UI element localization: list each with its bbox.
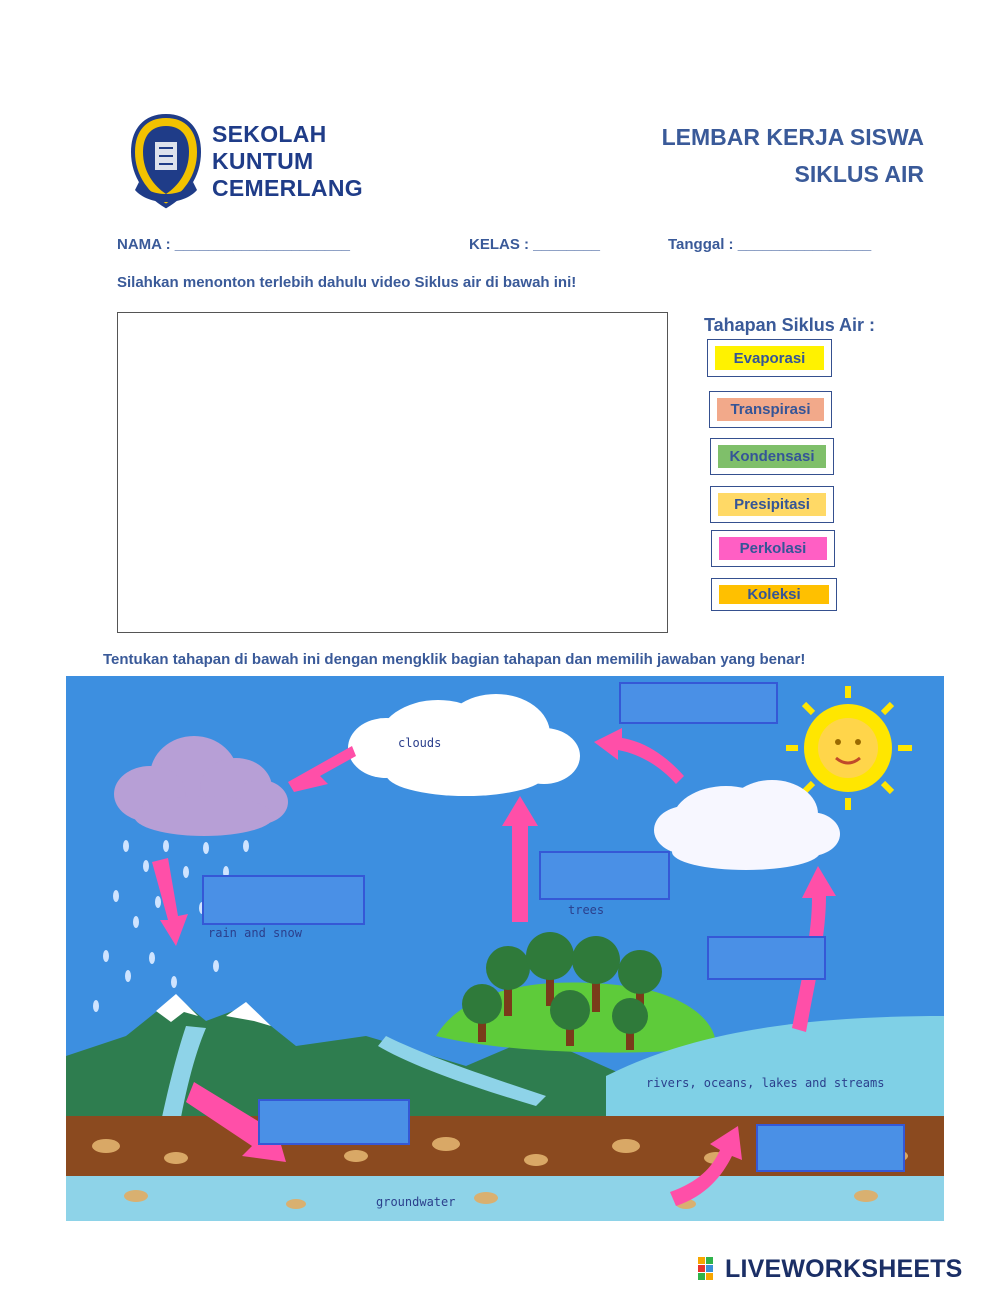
stage-label: Evaporasi	[715, 346, 824, 370]
answer-box-kondensasi[interactable]	[619, 682, 778, 724]
answer-box-koleksi[interactable]	[756, 1124, 905, 1172]
diagram-instruction: Tentukan tahapan di bawah ini dengan mengklik bagian tahapan dan memilih jawaban yang benar!	[103, 651, 806, 668]
stage-evaporasi[interactable]	[707, 339, 832, 377]
stages-title: Tahapan Siklus Air :	[704, 315, 876, 335]
answer-box-presipitasi[interactable]	[202, 875, 365, 925]
stage-perkolasi[interactable]	[711, 530, 835, 567]
video-player[interactable]	[117, 312, 668, 633]
kelas-field[interactable]: KELAS : ________	[469, 236, 600, 253]
liveworksheets-logo-icon	[698, 1257, 722, 1281]
tanggal-field[interactable]: Tanggal : ________________	[668, 236, 872, 253]
school-crest-logo	[125, 112, 207, 210]
nama-field[interactable]: NAMA : _____________________	[117, 236, 350, 253]
stage-label: Presipitasi	[718, 493, 826, 516]
liveworksheets-logo	[698, 1256, 963, 1282]
school-name-line-2: KUNTUM	[212, 148, 314, 174]
label-trees: trees	[568, 903, 605, 917]
stage-label: Kondensasi	[718, 445, 826, 468]
stage-koleksi[interactable]	[711, 578, 837, 611]
answer-box-evaporasi[interactable]	[707, 936, 826, 980]
label-groundwater: groundwater	[376, 1195, 456, 1209]
label-clouds: clouds	[398, 736, 442, 750]
liveworksheets-brand: LIVEWORKSHEETS	[725, 1254, 963, 1283]
answer-box-perkolasi[interactable]	[258, 1099, 410, 1145]
water-cycle-diagram	[66, 676, 944, 1221]
video-instruction: Silahkan menonton terlebih dahulu video Siklus air di bawah ini!	[117, 274, 577, 291]
label-water-bodies: rivers, oceans, lakes and streams	[646, 1076, 885, 1090]
stage-transpirasi[interactable]	[709, 391, 832, 428]
stage-label: Koleksi	[719, 585, 829, 604]
school-name-line-1: SEKOLAH	[212, 121, 327, 147]
worksheet-title: LEMBAR KERJA SISWA	[661, 124, 924, 150]
label-rain-and-snow: rain and snow	[208, 926, 302, 940]
stage-label: Perkolasi	[719, 537, 827, 560]
school-name-line-3: CEMERLANG	[212, 175, 363, 201]
stage-kondensasi[interactable]	[710, 438, 834, 475]
stage-label: Transpirasi	[717, 398, 824, 421]
answer-box-transpirasi[interactable]	[539, 851, 670, 900]
worksheet-subtitle: SIKLUS AIR	[794, 161, 924, 187]
stage-presipitasi[interactable]	[710, 486, 834, 523]
